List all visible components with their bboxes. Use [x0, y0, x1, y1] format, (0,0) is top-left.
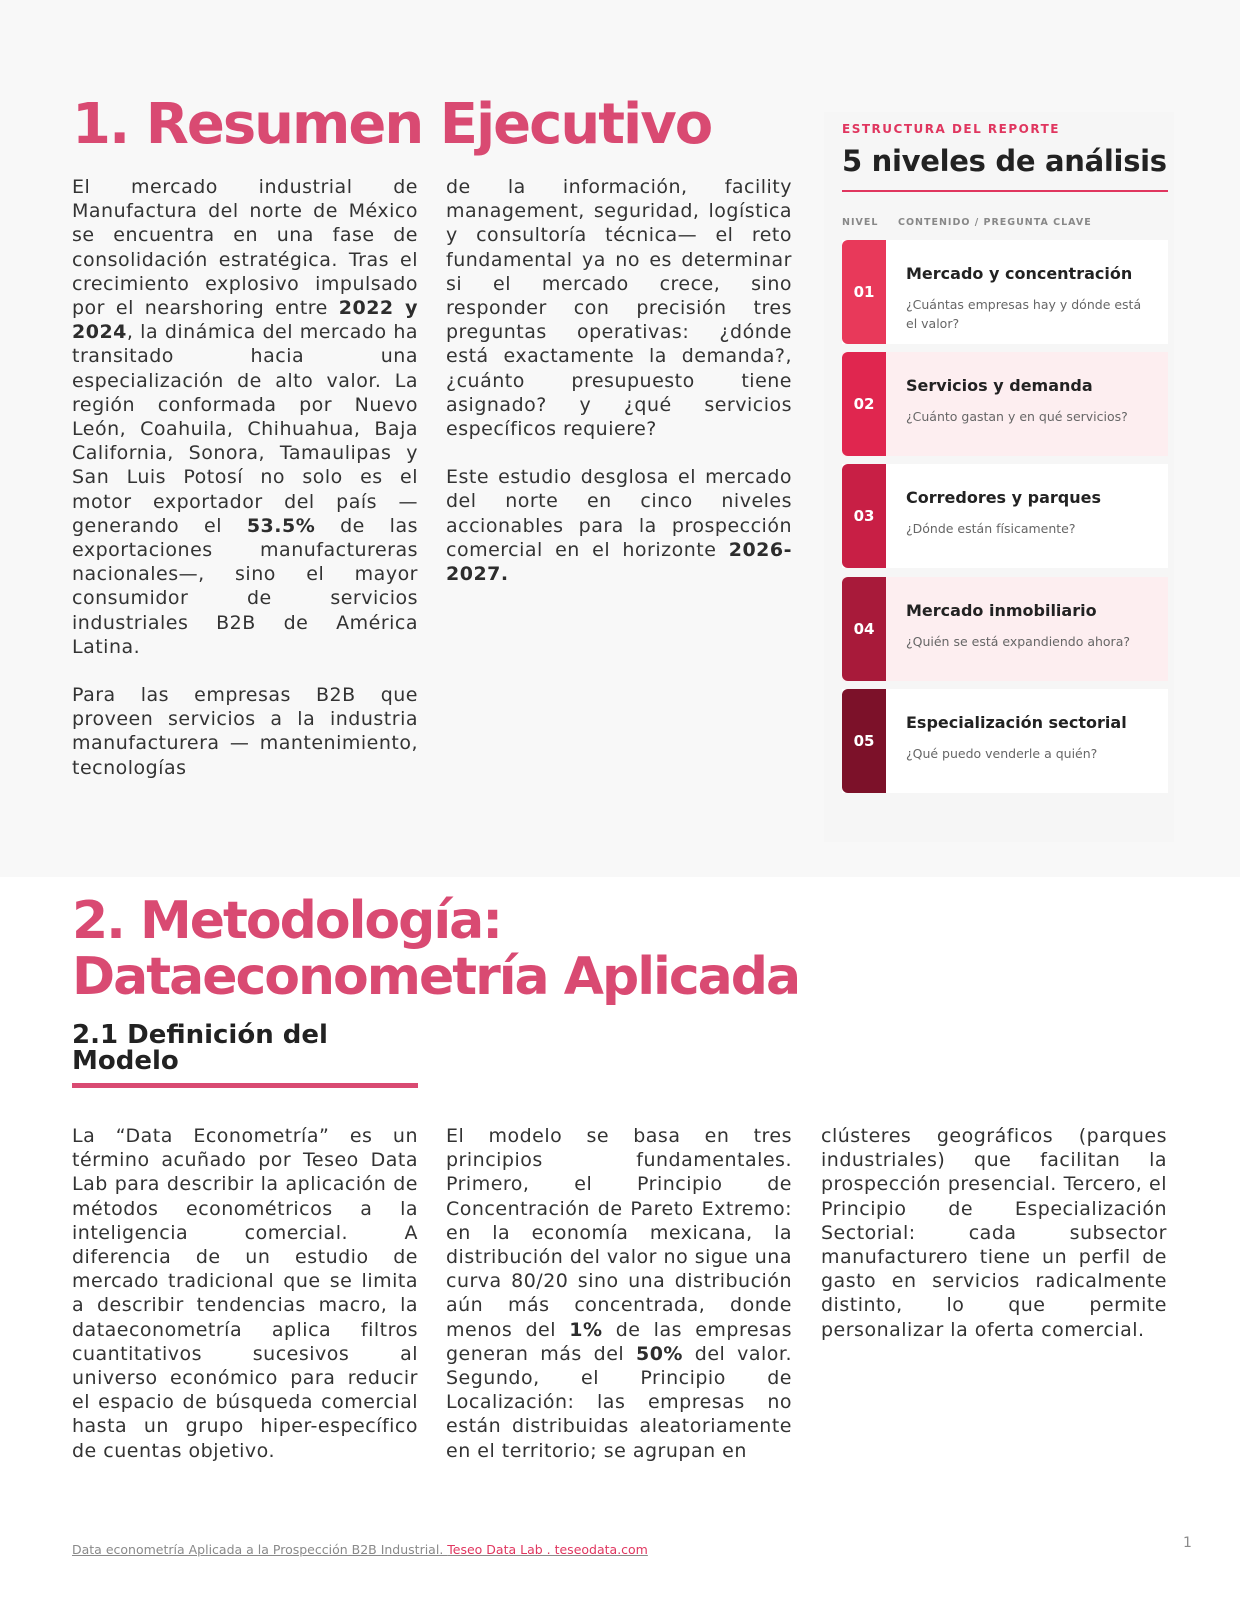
level-question: ¿Cuántas empresas hay y dónde está el valor? [906, 297, 1142, 331]
level-title: Mercado inmobiliario [906, 601, 1097, 620]
level-title: Servicios y demanda [906, 376, 1093, 395]
paragraph: Para las empresas B2B que proveen servicios a la industria manufacturera — mantenimiento, tecnologías [72, 684, 418, 779]
level-row [842, 240, 1168, 344]
level-row [842, 352, 1168, 456]
level-question: ¿Cuánto gastan y en qué servicios? [906, 409, 1128, 424]
card-eyebrow: ESTRUCTURA DEL REPORTE [842, 122, 1060, 136]
paragraph: Este estudio desglosa el mercado del norte en cinco niveles accionables para la prospección comercial en el horizonte 2026-2027. [446, 466, 792, 586]
paragraph: de la información, facility management, seguridad, logística y consultoría técnica— el reto fundamental ya no es determinar si el mercado crece, sino responder con precisión tres preguntas operativas: ¿dónde está exactamente la demanda?, ¿cuánto presupuesto tiene asignado? y ¿qué servicios específicos requiere? [446, 176, 792, 441]
level-number-badge: 02 [842, 352, 886, 456]
paragraph: clústeres geográficos (parques industriales) que facilitan la prospección presencial. Tercero, el Principio de Especialización Sectorial: cada subsector manufacturero tiene un perfil de gasto en servicios radicalmente distinto, lo que permite personalizar la oferta comercial. [821, 1125, 1167, 1341]
level-question: ¿Qué puedo venderle a quién? [906, 746, 1098, 761]
level-row [842, 577, 1168, 681]
section-1-heading: 1. Resumen Ejecutivo [72, 92, 712, 157]
card-divider [842, 190, 1168, 192]
methodology-column-3 [821, 1124, 1167, 1366]
level-question: ¿Quién se está expandiendo ahora? [906, 634, 1130, 649]
level-number-badge: 04 [842, 577, 886, 681]
footer-citation [72, 1542, 648, 1557]
paragraph: El mercado industrial de Manufactura del norte de México se encuentra en una fase de consolidación estratégica. Tras el crecimiento explosivo impulsado por el nearshoring entre 2022 y 2024, la dinámica del mercado ha transitado hacia una especialización de alto valor. La región conformada por Nuevo León, Coahuila, Chihuahua, Baja California, Sonora, Tamaulipas y San Luis Potosí no solo es el motor exportador del país —generando el 53.5% de las exportaciones manufactureras nacionales—, sino el mayor consumidor de servicios industriales B2B de América Latina. [72, 176, 418, 658]
column-header-contenido: CONTENIDO / PREGUNTA CLAVE [898, 217, 1092, 228]
subsection-underline [72, 1083, 418, 1088]
report-structure-card [824, 112, 1174, 842]
column-header-nivel: NIVEL [842, 217, 879, 228]
level-title: Corredores y parques [906, 488, 1102, 507]
level-row [842, 689, 1168, 793]
methodology-column-2 [446, 1124, 792, 1487]
level-row [842, 464, 1168, 568]
executive-summary-column-1 [72, 175, 418, 804]
section-2-heading: 2. Metodología: Dataeconometría Aplicada [72, 891, 800, 1007]
page-number: 1 [1183, 1535, 1192, 1551]
footer-text: Data econometría Aplicada a la Prospección B2B Industrial. [72, 1542, 448, 1557]
paragraph: La “Data Econometría” es un término acuñado por Teseo Data Lab para describir la aplicación de métodos econométricos a la inteligencia comercial. A diferencia de un estudio de mercado tradicional que se limita a describir tendencias macro, la dataeconometría aplica filtros cuantitativos sucesivos al universo económico para reducir el espacio de búsqueda comercial hasta un grupo hiper-específico de cuentas objetivo. [72, 1125, 418, 1462]
methodology-column-1 [72, 1124, 418, 1487]
level-number-badge: 01 [842, 240, 886, 344]
subsection-heading: 2.1 Definición del Modelo [72, 1020, 328, 1076]
level-title: Especialización sectorial [906, 713, 1127, 732]
level-number-badge: 05 [842, 689, 886, 793]
level-number-badge: 03 [842, 464, 886, 568]
footer-link[interactable]: Teseo Data Lab . teseodata.com [447, 1542, 648, 1557]
paragraph: El modelo se basa en tres principios fundamentales. Primero, el Principio de Concentración de Pareto Extremo: en la economía mexicana, la distribución del valor no sigue una curva 80/20 sino una distribución aún más concentrada, donde menos del 1% de las empresas generan más del 50% del valor. Segundo, el Principio de Localización: las empresas no están distribuidas aleatoriamente en el territorio; se agrupan en [446, 1125, 792, 1462]
executive-summary-column-2 [446, 175, 792, 610]
card-title: 5 niveles de análisis [842, 144, 1167, 178]
level-question: ¿Dónde están físicamente? [906, 521, 1076, 536]
level-title: Mercado y concentración [906, 264, 1133, 283]
